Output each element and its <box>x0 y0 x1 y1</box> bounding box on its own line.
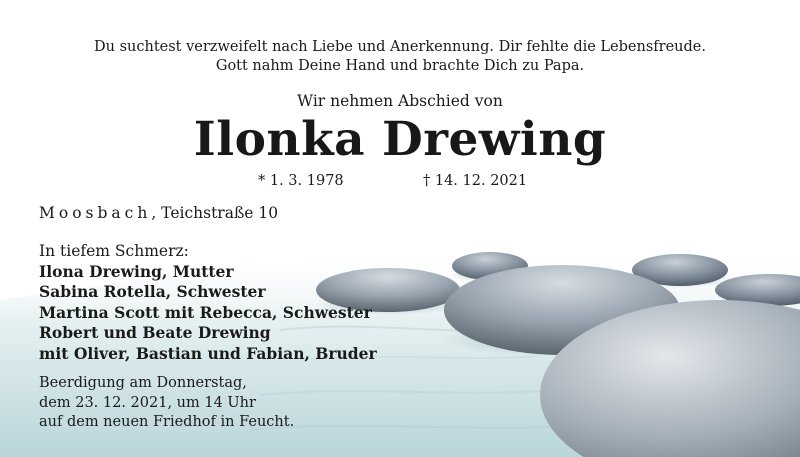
address <box>39 204 278 222</box>
mourner-name: Robert und Beate Drewing <box>39 323 271 342</box>
street-address: , Teichstraße 10 <box>151 204 279 222</box>
funeral-line: dem 23. 12. 2021, um 14 Uhr <box>39 394 256 411</box>
deceased-name: Ilonka Drewing <box>193 112 607 167</box>
funeral-line: Beerdigung am Donnerstag, <box>39 375 247 391</box>
intro-line: Gott nahm Deine Hand und brachte Dich zu Papa. <box>215 58 585 74</box>
birth-date: * 1. 3. 1978 <box>258 173 344 189</box>
mourners-lead: In tiefem Schmerz: <box>39 242 189 260</box>
mourner-name: Ilona Drewing, Mutter <box>39 261 234 281</box>
funeral-details <box>39 374 294 433</box>
intro-line: Du suchtest verzweifelt nach Liebe und Anerkennung. Dir fehlte die Lebensfreude. <box>94 39 706 55</box>
death-date: † 14. 12. 2021 <box>423 173 528 189</box>
funeral-line: auf dem neuen Friedhof in Feucht. <box>39 414 295 430</box>
mourner-name: Sabina Rotella, Schwester <box>39 282 266 301</box>
mourners-block <box>39 241 377 364</box>
mourner-name: Martina Scott mit Rebecca, Schwester <box>39 302 372 322</box>
intro-verse <box>0 38 800 76</box>
mourner-name: mit Oliver, Bastian und Fabian, Bruder <box>39 343 377 363</box>
town-name: Moosbach <box>39 204 152 222</box>
farewell-line: Wir nehmen Abschied von <box>297 92 503 110</box>
